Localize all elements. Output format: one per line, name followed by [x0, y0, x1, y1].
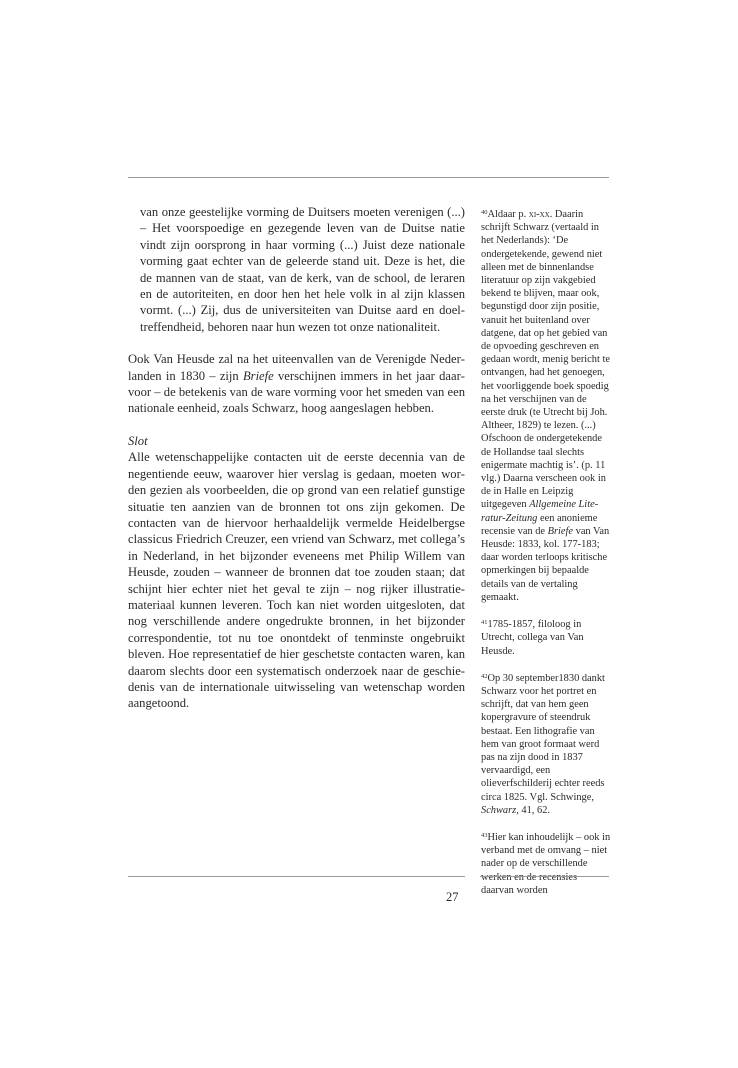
block-quote: van onze geestelijke vorming de Duitsers moeten verenigen (...) – Het voorspoedige en gezegende leven van de Duitse natie vindt zijn oorsprong in haar vorming (...) Juist deze nationale vorming gaat echter van de geleerde stand uit. Deze is het, die de mannen van de staat, van de kerk, van de school, de leraren en de autoriteiten, en door hen het hele volk in al zijn klassen vormt. (...) Zij, dus de universiteiten van Duitse aard en doeltreffendheid, behoren naar hun wezen tot onze nationaliteit. — [140, 205, 465, 334]
footnote-text: . Daarin schrijft Schwarz (vertaald in het Nederlands): ‘De ondergetekende, gewend niet alleen met de binnenlandse literatuur op zijn vakgebied bekend te blijven, maar ook, begunstigd door zijn positie, vanuit het buitenland over datgene, dat op het gebied van de opvoeding geschreven en gedaan wordt, menig bericht te ontvangen, had het genoegen, het voorliggende boek spoedig na het verschijnen van de eerste druk (te Utrecht bij Joh. Altheer, 1829) te lezen. (...) Ofschoon de ondergetekende de Hollandse taal slechts enigermate machtig is’. (p. 11 vlg.) Daarna verscheen ook in de in Halle en Leipzig uitgegeven — [481, 209, 610, 511]
paragraph-text: Ook Van Heusde zal na het uiteenvallen van de Verenigde Nederlanden in 1830 – zijn — [128, 352, 465, 383]
footnote-43 — [481, 829, 611, 897]
paragraph-text: verschijnen immers in het jaar daarvoor – de betekenis van de ware vorming voor het smeden van een nationale eenheid, zoals Schwarz, hoog aangeslagen hebben. — [128, 368, 465, 416]
book-title-italic: Briefe — [547, 525, 574, 537]
reference-title-italic: Schwarz — [481, 804, 517, 816]
footnote-number: 43 — [481, 831, 488, 839]
paragraph-slot: Alle wetenschappelijke contacten uit de eerste decennia van de negentiende eeuw, waarover hier verslag is gedaan, moeten worden gezien als voorbeelden, die op grond van een relatief gunstige situatie ten aanzien van de bronnen tot ons zijn gekomen. De contacten van de hiervoor herhaaldelijk vermelde Heidelbergse classicus Friedrich Creuzer, een vriend van Schwarz, met collega’s in Nederland, in het bijzonder eveneens met Philip Willem van Heusde, zouden – wanneer de bronnen dat toe zouden staan; dat schijnt hier echter niet het geval te zijn – nog rijker illustratiemateriaal kunnen leveren. Toch kan niet worden uitgesloten, dat nog verschillende andere ongedrukte bronnen, in het bijzonder correspondentie, tot nu toe onontdekt of tenminste ongebruikt bleven. Hoe representatief de hier geschetste contacten waren, kan daarom slechts door een systematisch onderzoek naar de geschiedenis van de internationale uitwisseling van wetenschap worden aangetoond. — [128, 450, 465, 711]
footnotes-column — [481, 206, 611, 909]
footnote-text: een anonieme recensie van de — [481, 512, 598, 537]
footnote-text: Aldaar p. — [487, 209, 529, 220]
journal-title-italic: Allgemeine Literatur-Zeitung — [481, 499, 599, 524]
main-column — [128, 204, 465, 712]
footnote-text: Op 30 september1830 dankt Schwarz voor het portret en schrijft, dat van hem geen kopergravure of steendruk bestaat. Een lithografie van hem van groot formaat werd pas na zijn dood in 1837 vervaardigd, een olieverfschilderij echter reeds circa 1825. Vgl. Schwinge, — [481, 672, 605, 803]
bottom-rule-notes — [480, 876, 609, 877]
top-rule — [128, 177, 609, 178]
footnote-42 — [481, 670, 611, 817]
footnote-text: Hier kan inhoudelijk – ook in verband met de omvang – niet nader op de verschillende werken en de recensies daarvan worden — [481, 831, 611, 896]
footnote-text: van Van Heusde: 1833, kol. 177-183; daar worden terloops kritische opmerkingen bij bepaalde details van de vertaling gemaakt. — [481, 525, 610, 603]
footnote-number: 41 — [481, 619, 488, 627]
footnote-text: , 41, 62. — [516, 804, 550, 816]
paragraph-van-heusde — [128, 351, 465, 417]
page-number: 27 — [446, 890, 459, 904]
bottom-rule-main — [128, 876, 465, 877]
section-heading-slot: Slot — [128, 433, 148, 448]
footnote-number: 42 — [481, 672, 488, 680]
footnote-41 — [481, 616, 611, 658]
footnote-number: 40 — [481, 209, 488, 216]
footnote-40 — [481, 206, 611, 604]
footnote-text: 1785-1857, filoloog in Utrecht, collega van Van Heusde. — [481, 619, 584, 657]
book-title-italic: Briefe — [242, 368, 274, 383]
roman-pages: xi-xx — [528, 209, 550, 220]
